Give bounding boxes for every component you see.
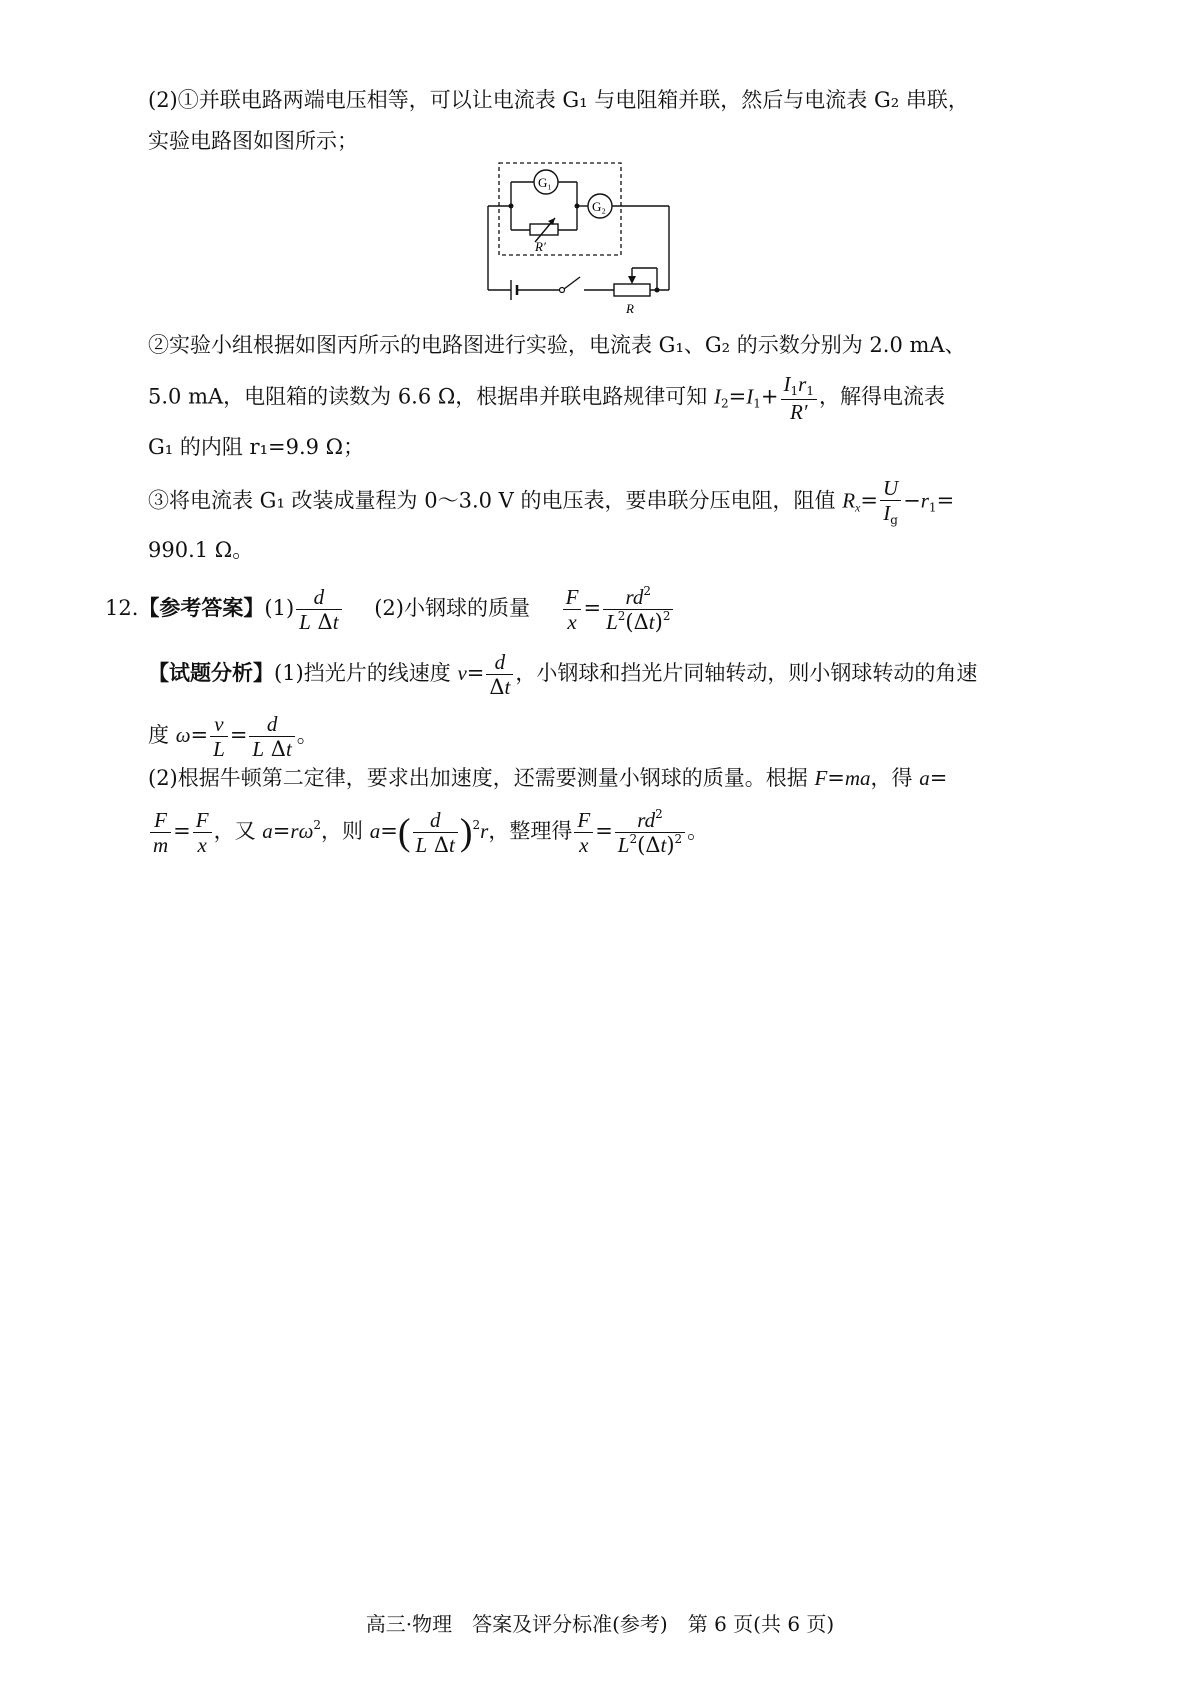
r-label: R: [626, 301, 634, 316]
fraction-rd2-over-l2dt2: $\frac{rd^2}{L^2(\Delta t)^2}$: [603, 585, 673, 634]
switch: [560, 288, 565, 293]
fraction-i1r1-over-rprime: $\frac{I_1r_1}{R'}$: [781, 372, 817, 424]
step-3-line-2: 990.1 Ω。: [148, 538, 254, 562]
step-2-line-2: 5.0 mA，电阻箱的读数为 6.6 Ω，根据串并联电路规律可知 $I_2=I_1+$ $\frac{I_1r_1}{R'}$ ，解得电流表: [148, 372, 945, 424]
g2-label: G₂: [592, 199, 606, 214]
fraction-d-over-l-dt: $\frac{d}{\text{L Δt}}$: [296, 585, 341, 634]
resistance-box: [530, 224, 558, 235]
r-prime-label: R′: [535, 239, 546, 254]
rheostat: [614, 284, 650, 296]
paragraph-2-line-2: 实验电路图如图所示；: [148, 129, 358, 153]
answer-label: 【参考答案】: [138, 595, 265, 621]
analysis-line-1: 【试题分析】(1)挡光片的线速度 v= $\frac{d}{\Delta t}$ ，小钢球和挡光片同轴转动，则小钢球转动的角速: [148, 650, 978, 700]
question-number: 12.: [105, 596, 139, 621]
step-2-line-3: G₁ 的内阻 r₁=9.9 Ω；: [148, 435, 365, 459]
analysis-label: 【试题分析】: [148, 660, 274, 686]
circuit-diagram: [480, 160, 680, 320]
fraction-u-over-ig: $\frac{U}{I_g}$: [880, 476, 901, 528]
paragraph-2-line-1: (2)①并联电路两端电压相等，可以让电流表 G₁ 与电阻箱并联，然后与电流表 G₂ 串联，: [148, 88, 969, 112]
g1-label: G₁: [538, 175, 552, 190]
step-3-line-1: ③将电流表 G₁ 改装成量程为 0～3.0 V 的电压表，要串联分压电阻，阻值 $R_x=$ $\frac{U}{I_g}$ $-r_1=$: [148, 476, 955, 528]
question-12-answer: 12.【参考答案】(1) $\frac{d}{\text{L Δt}}$ (2)小钢球的质量 $\frac{F}{x}$ = $\frac{rd^2}{L^2(\Delta t)^2}$: [105, 585, 675, 634]
analysis-line-2: 度 ω= $\frac{v}{L}$ = $\frac{d}{\text{L Δt}}$ 。: [148, 712, 318, 762]
analysis-line-4: $\frac{F}{m}$ = $\frac{F}{x}$ ，又 $a=r\omega^2$，则 a=( $\frac{d}{\text{L Δt}}$ )$^2$r，整理得 $\frac{F}{x}$ = $\frac{rd^2}{L^2(\Delta t)^2}$ 。: [148, 808, 708, 857]
page-footer: 高三·物理 答案及评分标准(参考) 第 6 页(共 6 页): [365, 1612, 835, 1636]
step-2-line-1: ②实验小组根据如图丙所示的电路图进行实验，电流表 G₁、G₂ 的示数分别为 2.0 mA、: [148, 333, 966, 357]
analysis-line-3: (2)根据牛顿第二定律，要求出加速度，还需要测量小钢球的质量。根据 F=ma，得 a=: [148, 766, 948, 790]
